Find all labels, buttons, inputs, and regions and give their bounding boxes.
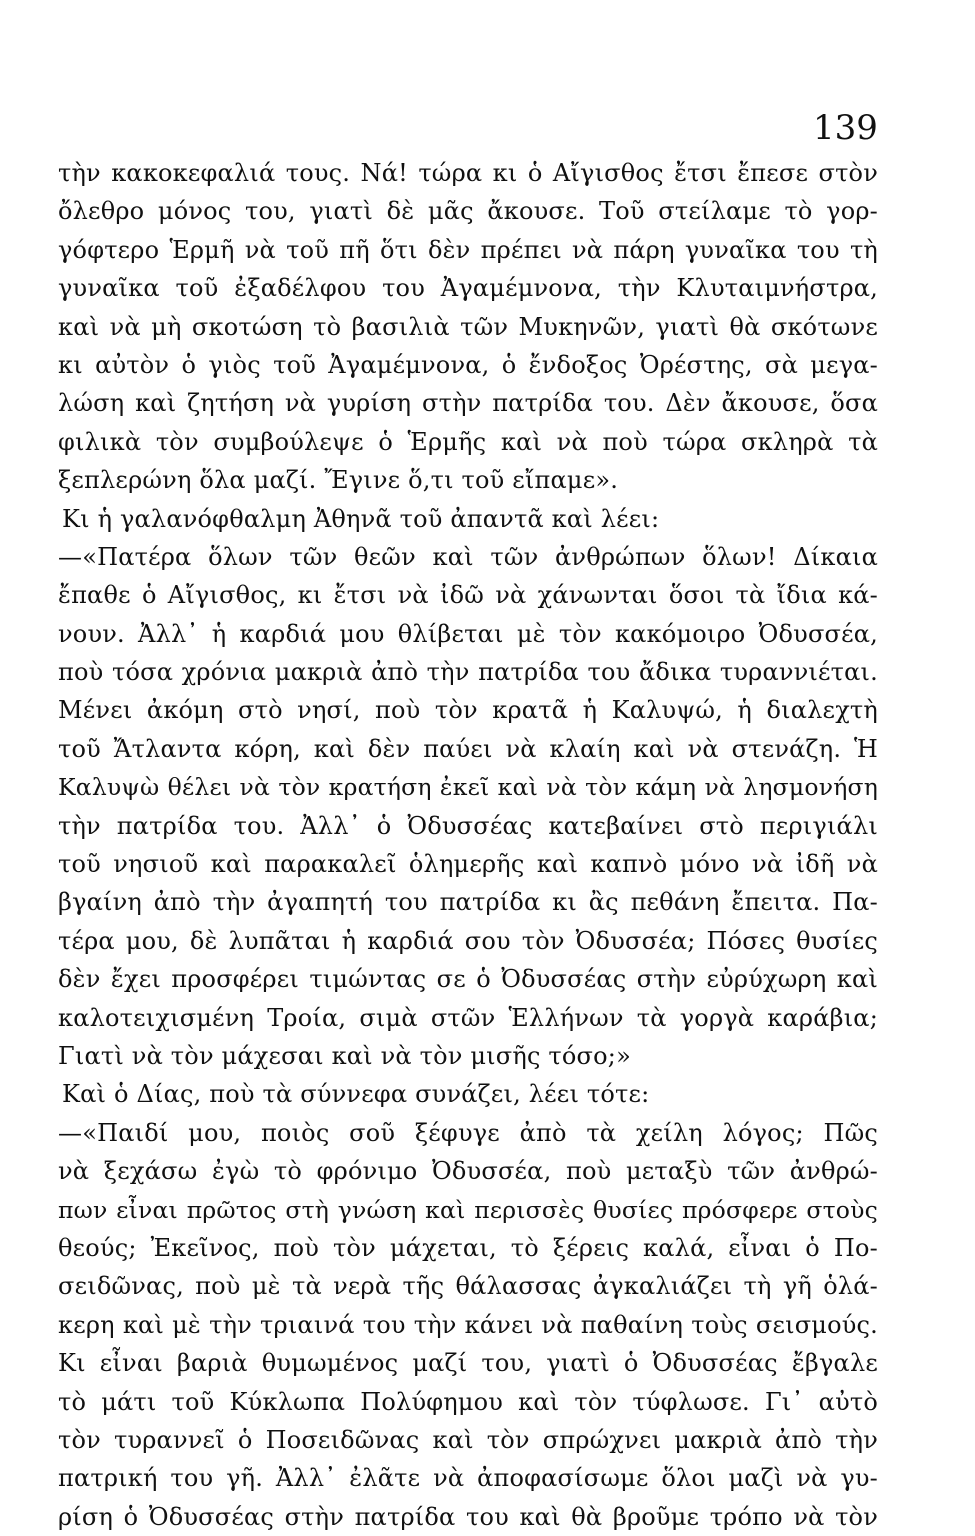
text-line: κι αὐτὸν ὁ γιὸς τοῦ Ἀγαμέμνονα, ὁ ἔνδοξος Ὀρέστης, σὰ μεγα- [58, 350, 878, 379]
text-line: Καὶ ὁ Δίας, ποὺ τὰ σύννεφα συνάζει, λέει τότε: [62, 1080, 650, 1109]
text-line: —«Πατέρα ὅλων τῶν θεῶν καὶ τῶν ἀνθρώπων ὅλων! Δίκαια [58, 542, 878, 571]
text-line: Κι εἶναι βαριὰ θυμωμένος μαζί του, γιατὶ ὁ Ὀδυσσέας ἔβγαλε [58, 1349, 878, 1378]
text-line: θεούς; Ἐκεῖνος, ποὺ τὸν μάχεται, τὸ ξέρεις καλά, εἶναι ὁ Πο- [58, 1233, 878, 1262]
body-text [58, 154, 878, 1536]
text-line: νὰ ξεχάσω ἐγὼ τὸ φρόνιμο Ὀδυσσέα, ποὺ μεταξὺ τῶν ἀνθρώ- [58, 1157, 878, 1186]
page-number: 139 [813, 108, 878, 148]
text-line: καὶ νὰ μὴ σκοτώση τὸ βασιλιὰ τῶν Μυκηνῶν, γιατὶ θὰ σκότωνε [58, 312, 878, 341]
text-line: σειδῶνας, ποὺ μὲ τὰ νερὰ τῆς θάλασσας ἀγκαλιάζει τὴ γῆ ὁλά- [58, 1272, 878, 1301]
text-line: φιλικὰ τὸν συμβούλεψε ὁ Ἑρμῆς καὶ νὰ ποὺ τώρα σκληρὰ τὰ [58, 427, 878, 456]
text-line: τοῦ νησιοῦ καὶ παρακαλεῖ ὁλημερῆς καὶ καπνὸ μόνο νὰ ἰδῆ νὰ [58, 850, 878, 879]
text-line: ρίση ὁ Ὀδυσσέας στὴν πατρίδα του καὶ θὰ βροῦμε τρόπο νὰ τὸν [58, 1502, 878, 1531]
text-line: καλοτειχισμένη Τροία, σιμὰ στῶν Ἑλλήνων τὰ γοργὰ καράβια; [58, 1003, 878, 1032]
text-line: λώση καὶ ζητήση νὰ γυρίση στὴν πατρίδα του. Δὲν ἄκουσε, ὅσα [58, 389, 878, 418]
text-line: —«Παιδί μου, ποιὸς σοῦ ξέφυγε ἀπὸ τὰ χείλη λόγος; Πῶς [58, 1118, 878, 1147]
text-line: τὴν κακοκεφαλιά τους. Νά! τώρα κι ὁ Αἴγισθος ἔτσι ἔπεσε στὸν [58, 159, 878, 187]
text-line: Γιατὶ νὰ τὸν μάχεσαι καὶ νὰ τὸν μισῆς τόσο;» [58, 1041, 631, 1070]
text-line: τέρα μου, δὲ λυπᾶται ἡ καρδιά σου τὸν Ὀδυσσέα; Πόσες θυσίες [58, 926, 878, 955]
text-line: νουν. Ἀλλ᾿ ἡ καρδιά μου θλίβεται μὲ τὸν κακόμοιρο Ὀδυσσέα, [58, 619, 878, 648]
text-line: κερη καὶ μὲ τὴν τριαινά του τὴν κάνει νὰ παθαίνη τοὺς σεισμούς. [58, 1310, 878, 1339]
text-line: ὄλεθρο μόνος του, γιατὶ δὲ μᾶς ἄκουσε. Τοῦ στείλαμε τὸ γορ- [58, 197, 878, 226]
text-line: ἔπαθε ὁ Αἴγισθος, κι ἔτσι νὰ ἰδῶ νὰ χάνωνται ὅσοι τὰ ἴδια κά- [58, 581, 878, 610]
text-line: πων εἶναι πρῶτος στὴ γνώση καὶ περισσὲς θυσίες πρόσφερε στοὺς [58, 1195, 878, 1224]
text-line: γόφτερο Ἑρμῆ νὰ τοῦ πῆ ὅτι δὲν πρέπει νὰ πάρη γυναῖκα του τὴ [58, 235, 878, 264]
text-line: Μένει ἀκόμη στὸ νησί, ποὺ τὸν κρατᾶ ἡ Καλυψώ, ἡ διαλεχτὴ [58, 696, 878, 725]
text-line: πατρική του γῆ. Ἀλλ᾿ ἐλᾶτε νὰ ἀποφασίσωμε ὅλοι μαζὶ νὰ γυ- [58, 1464, 878, 1493]
text-line: τὴν πατρίδα του. Ἀλλ᾿ ὁ Ὀδυσσέας κατεβαίνει στὸ περιγιάλι [58, 811, 878, 840]
text-line: Κι ἡ γαλανόφθαλμη Ἀθηνᾶ τοῦ ἀπαντᾶ καὶ λέει: [62, 504, 660, 533]
text-line: δὲν ἔχει προσφέρει τιμώντας σε ὁ Ὀδυσσέας στὴν εὐρύχωρη καὶ [58, 965, 878, 994]
text-line: βγαίνη ἀπὸ τὴν ἀγαπητή του πατρίδα κι ἂς πεθάνη ἔπειτα. Πα- [58, 888, 878, 917]
text-line: τοῦ Ἄτλαντα κόρη, καὶ δὲν παύει νὰ κλαίη καὶ νὰ στενάζη. Ἡ [58, 734, 878, 763]
text-line: ξεπλερώνη ὅλα μαζί. Ἔγινε ὅ,τι τοῦ εἴπαμε». [58, 466, 619, 495]
text-line: τὸν τυραννεῖ ὁ Ποσειδῶνας καὶ τὸν σπρώχνει μακριὰ ἀπὸ τὴν [58, 1425, 878, 1454]
text-line: Καλυψὼ θέλει νὰ τὸν κρατήση ἐκεῖ καὶ νὰ τὸν κάμη νὰ λησμονήση [58, 773, 878, 802]
text-line: τὸ μάτι τοῦ Κύκλωπα Πολύφημου καὶ τὸν τύφλωσε. Γι᾿ αὐτὸ [58, 1387, 878, 1416]
text-line: ποὺ τόσα χρόνια μακριὰ ἀπὸ τὴν πατρίδα του ἄδικα τυραννιέται. [58, 658, 878, 687]
text-line: γυναῖκα τοῦ ἐξαδέλφου του Ἀγαμέμνονα, τὴν Κλυταιμνήστρα, [58, 274, 878, 303]
